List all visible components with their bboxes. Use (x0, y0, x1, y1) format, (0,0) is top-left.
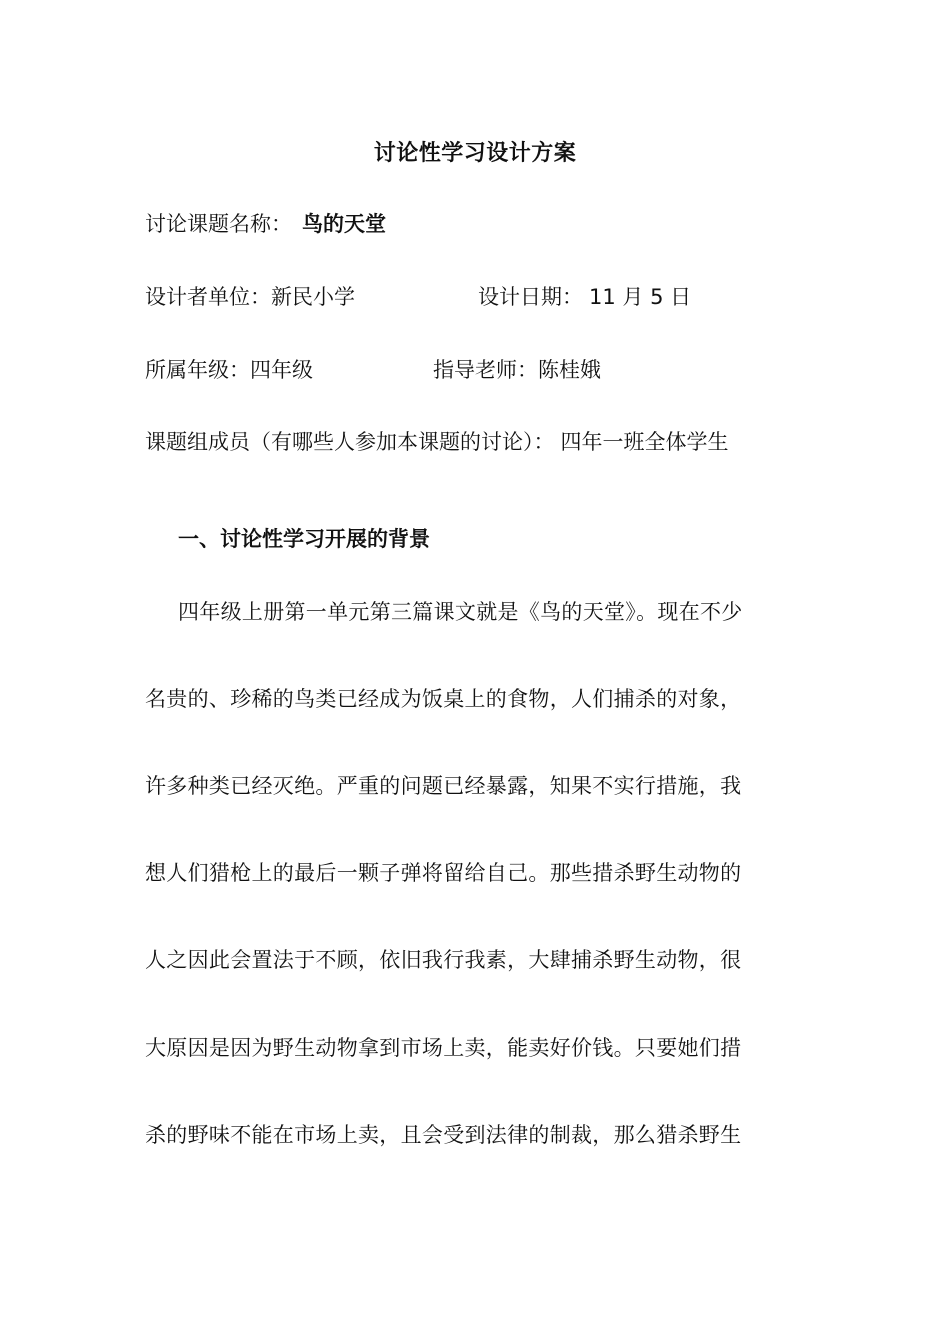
grade-label: 所属年级： (145, 358, 250, 382)
topic-value: 鸟的天堂 (302, 212, 386, 236)
paragraph-line: 名贵的、珍稀的鸟类已经成为饭桌上的食物，人们捕杀的对象， (145, 687, 742, 711)
topic-row (145, 209, 386, 239)
paragraph-line: 想人们猎枪上的最后一颗子弹将留给自己。那些措杀野生动物的 (145, 861, 742, 885)
advisor-row (433, 355, 601, 385)
paragraph-line: 人之因此会置法于不顾，依旧我行我素，大肆捕杀野生动物，很 (145, 948, 742, 972)
topic-label: 讨论课题名称： (145, 212, 292, 236)
designer-row (145, 282, 355, 312)
design-date-label: 设计日期： (478, 285, 583, 309)
advisor-label: 指导老师： (433, 358, 538, 382)
paragraph-line: 四年级上册第一单元第三篇课文就是《鸟的天堂》。现在不少 (178, 600, 743, 624)
paragraph-line: 许多种类已经灭绝。严重的问题已经暴露，知果不实行措施，我 (145, 774, 742, 798)
members-row (145, 427, 729, 457)
design-date-row (478, 282, 691, 312)
design-date-value: 11 月 5 日 (589, 285, 692, 309)
section-heading: 一、讨论性学习开展的背景 (178, 527, 430, 551)
designer-unit-value: 新民小学 (271, 285, 355, 309)
members-value: 四年一班全体学生 (560, 430, 729, 454)
document-title: 讨论性学习设计方案 (373, 141, 577, 166)
members-label: 课题组成员（有哪些人参加本课题的讨论）： (145, 430, 555, 454)
paragraph-line: 杀的野味不能在市场上卖，且会受到法律的制裁，那么猎杀野生 (145, 1123, 742, 1147)
grade-row (145, 355, 313, 385)
grade-value: 四年级 (250, 358, 313, 382)
designer-unit-label: 设计者单位： (145, 285, 271, 309)
advisor-value: 陈桂娥 (538, 358, 601, 382)
paragraph-line: 大原因是因为野生动物拿到市场上卖，能卖好价钱。只要她们措 (145, 1036, 742, 1060)
